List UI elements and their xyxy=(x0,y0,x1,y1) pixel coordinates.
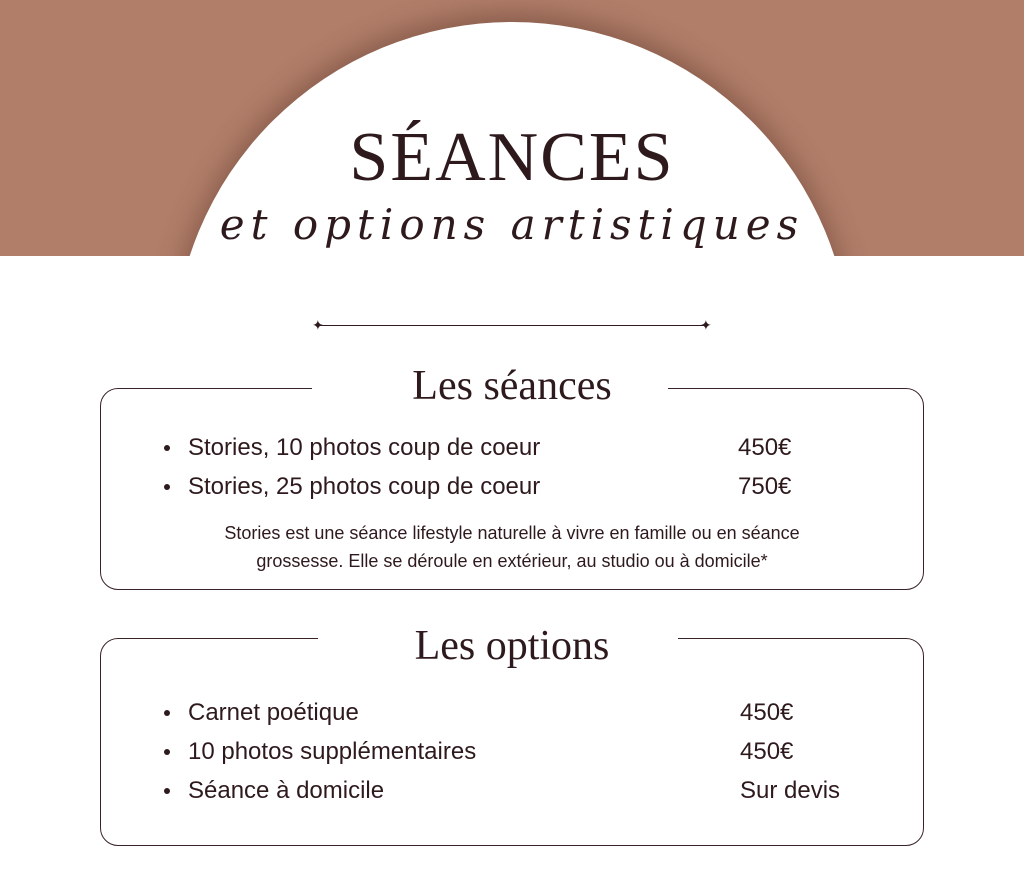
sparkle-right-icon: ✦ xyxy=(700,317,712,333)
bullet-icon xyxy=(164,710,170,716)
bullet-icon xyxy=(164,788,170,794)
seances-heading: Les séances xyxy=(412,363,612,409)
item-label: Stories, 10 photos coup de coeur xyxy=(188,434,541,461)
item-price: 750€ xyxy=(738,473,792,500)
page-title: SÉANCES xyxy=(349,119,675,196)
options-heading: Les options xyxy=(414,623,610,669)
item-price: Sur devis xyxy=(740,777,841,804)
item-label: 10 photos supplémentaires xyxy=(188,738,477,765)
bullet-icon xyxy=(164,749,170,755)
item-label: Carnet poétique xyxy=(188,699,359,726)
item-label: Stories, 25 photos coup de coeur xyxy=(188,473,541,500)
item-price: 450€ xyxy=(738,434,792,461)
page-subtitle: et options artistiques xyxy=(219,200,805,249)
item-label: Séance à domicile xyxy=(188,777,385,804)
bullet-icon xyxy=(164,484,170,490)
seances-note-line-2: grossesse. Elle se déroule en extérieur, au studio ou à domicile* xyxy=(256,551,768,571)
seances-note xyxy=(100,519,924,575)
seances-note-line-1: Stories est une séance lifestyle naturelle à vivre en famille ou en séance xyxy=(224,523,800,543)
bullet-icon xyxy=(164,445,170,451)
sparkle-left-icon: ✦ xyxy=(312,317,324,333)
divider-line xyxy=(318,325,706,326)
item-price: 450€ xyxy=(740,738,794,765)
item-price: 450€ xyxy=(740,699,794,726)
